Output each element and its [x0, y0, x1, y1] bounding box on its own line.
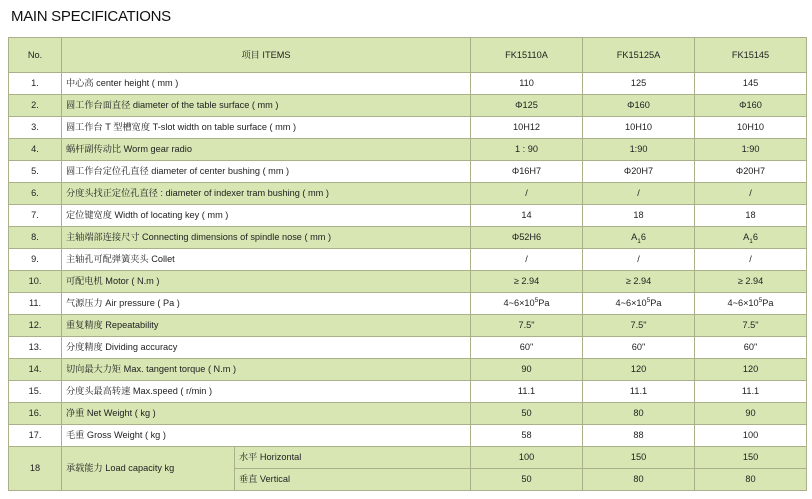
row-value [471, 117, 583, 139]
value-text: 7.5" [518, 320, 535, 330]
row-value [471, 73, 583, 95]
row-number: 13. [9, 337, 62, 359]
row-item: 定位键宽度 Width of locating key ( mm ) [62, 205, 471, 227]
value-text: 90 [521, 364, 532, 374]
row-item: 毛重 Gross Weight ( kg ) [62, 425, 471, 447]
row-value [583, 205, 695, 227]
value-text: 11.1 [629, 386, 648, 396]
row-value [695, 227, 807, 249]
row-value [583, 161, 695, 183]
row-value [471, 183, 583, 205]
row-value [583, 403, 695, 425]
row-item: 蜗杆副传动比 Worm gear radio [62, 139, 471, 161]
value-text: 1:90 [629, 144, 648, 154]
row-value [695, 139, 807, 161]
row-number: 10. [9, 271, 62, 293]
table-row [9, 359, 807, 381]
row-value [471, 249, 583, 271]
row-value [695, 95, 807, 117]
value-text: 10H10 [624, 122, 653, 132]
row-value [471, 403, 583, 425]
row-value [695, 359, 807, 381]
row-value [583, 337, 695, 359]
row-number: 7. [9, 205, 62, 227]
row-item: 主轴端部连接尺寸 Connecting dimensions of spindle nose ( mm ) [62, 227, 471, 249]
value-text: 1:90 [741, 144, 760, 154]
value-text: 18 [745, 210, 756, 220]
header-no: No. [9, 38, 62, 73]
row-value [471, 293, 583, 315]
table-row [9, 403, 807, 425]
table-row [9, 117, 807, 139]
row-value [695, 161, 807, 183]
row-item: 可配电机 Motor ( N.m ) [62, 271, 471, 293]
value-text: 11.1 [741, 386, 760, 396]
row-value [695, 381, 807, 403]
row-value: 80 [583, 469, 695, 491]
value-text: 60" [519, 342, 534, 352]
specifications-table [8, 37, 807, 491]
row-item: 主轴孔可配弹簧夹头 Collet [62, 249, 471, 271]
row-value [471, 271, 583, 293]
row-value: 50 [471, 469, 583, 491]
row-item: 圆工作台定位孔直径 diameter of center bushing ( mm ) [62, 161, 471, 183]
value-text: 50 [521, 408, 532, 418]
row-item: 分度精度 Dividing accuracy [62, 337, 471, 359]
value-text: 80 [633, 408, 644, 418]
row-value: 150 [695, 447, 807, 469]
row-value [471, 161, 583, 183]
row-value: 80 [695, 469, 807, 491]
value-text: / [525, 188, 528, 198]
table-row [9, 161, 807, 183]
row-value [583, 73, 695, 95]
value-text: 7.5" [742, 320, 759, 330]
row-value [583, 227, 695, 249]
value-superscript: 5 [534, 296, 539, 304]
value-text: Φ160 [627, 100, 650, 110]
row-value [471, 315, 583, 337]
value-text: 58 [521, 430, 532, 440]
row-value [695, 183, 807, 205]
row-number: 8. [9, 227, 62, 249]
row-value: 100 [471, 447, 583, 469]
value-text: Φ52H6 [511, 232, 542, 242]
row-value [583, 95, 695, 117]
row-item: 分度头最高转速 Max.speed ( r/min ) [62, 381, 471, 403]
table-row [9, 227, 807, 249]
row-value [471, 359, 583, 381]
row-number: 2. [9, 95, 62, 117]
value-superscript: 5 [646, 296, 651, 304]
table-row [9, 183, 807, 205]
value-text: 100 [742, 430, 759, 440]
table-row [9, 315, 807, 337]
header-model: FK15145 [695, 38, 807, 73]
row-value [583, 359, 695, 381]
row-item: 承载能力 Load capacity kg [62, 447, 235, 491]
table-row [9, 293, 807, 315]
value-suffix: Pa [538, 298, 550, 308]
row-number: 11. [9, 293, 62, 315]
row-value [695, 337, 807, 359]
row-value [583, 381, 695, 403]
value-text: Φ16H7 [511, 166, 542, 176]
page-title: MAIN SPECIFICATIONS [11, 8, 171, 25]
header-model: FK15125A [583, 38, 695, 73]
value-superscript: 5 [758, 296, 763, 304]
value-text: 4~6×10 [727, 298, 759, 308]
value-text: 10H10 [736, 122, 765, 132]
row-value [695, 403, 807, 425]
row-value [695, 249, 807, 271]
row-number: 6. [9, 183, 62, 205]
row-value [695, 425, 807, 447]
row-item: 圆工作台 T 型槽宽度 T-slot width on table surface ( mm ) [62, 117, 471, 139]
table-row [9, 95, 807, 117]
value-text: A [631, 232, 638, 242]
load-vertical-label: 垂直 Vertical [235, 469, 471, 491]
row-value [583, 315, 695, 337]
row-value [695, 73, 807, 95]
value-text: ≥ 2.94 [625, 276, 652, 286]
row-item: 圆工作台面直径 diameter of the table surface ( mm ) [62, 95, 471, 117]
value-text: Φ160 [739, 100, 762, 110]
row-item: 分度头找正定位孔直径 : diameter of indexer tram bushing ( mm ) [62, 183, 471, 205]
value-suffix: 6 [752, 232, 758, 242]
row-value [583, 117, 695, 139]
value-text: Φ20H7 [735, 166, 766, 176]
row-number: 4. [9, 139, 62, 161]
value-text: 60" [743, 342, 758, 352]
row-number: 14. [9, 359, 62, 381]
row-value [471, 337, 583, 359]
value-text: 120 [630, 364, 647, 374]
value-text: Φ125 [515, 100, 538, 110]
value-suffix: Pa [762, 298, 774, 308]
value-text: / [637, 188, 640, 198]
row-value [583, 425, 695, 447]
row-value [471, 425, 583, 447]
table-row [9, 249, 807, 271]
value-text: 10H12 [512, 122, 541, 132]
header-items: 项目 ITEMS [62, 38, 471, 73]
value-text: / [525, 254, 528, 264]
row-item: 净重 Net Weight ( kg ) [62, 403, 471, 425]
value-text: 1 : 90 [515, 144, 539, 154]
row-number: 18 [9, 447, 62, 491]
value-suffix: Pa [650, 298, 662, 308]
value-text: 125 [630, 78, 647, 88]
row-number: 1. [9, 73, 62, 95]
value-text: / [749, 254, 752, 264]
table-row [9, 447, 807, 469]
row-number: 5. [9, 161, 62, 183]
header-model: FK15110A [471, 38, 583, 73]
value-text: 18 [633, 210, 644, 220]
header-row [9, 38, 807, 73]
row-value [471, 227, 583, 249]
row-value [695, 315, 807, 337]
row-value [583, 293, 695, 315]
row-item: 中心高 center height ( mm ) [62, 73, 471, 95]
row-value [471, 95, 583, 117]
table-row [9, 425, 807, 447]
table-row [9, 381, 807, 403]
row-number: 16. [9, 403, 62, 425]
row-value [695, 271, 807, 293]
value-text: 4~6×10 [615, 298, 647, 308]
table-row [9, 205, 807, 227]
value-subscript: 1 [749, 237, 753, 245]
row-number: 12. [9, 315, 62, 337]
row-number: 17. [9, 425, 62, 447]
row-value [583, 271, 695, 293]
row-value [695, 205, 807, 227]
value-text: 120 [742, 364, 759, 374]
value-text: / [637, 254, 640, 264]
table-row [9, 139, 807, 161]
row-value [471, 381, 583, 403]
row-value: 150 [583, 447, 695, 469]
value-text: 14 [521, 210, 532, 220]
value-text: 4~6×10 [503, 298, 535, 308]
row-value [471, 205, 583, 227]
row-item: 切向最大力矩 Max. tangent torque ( N.m ) [62, 359, 471, 381]
table-row [9, 337, 807, 359]
value-suffix: 6 [640, 232, 646, 242]
value-text: 88 [633, 430, 644, 440]
row-number: 15. [9, 381, 62, 403]
value-text: 7.5" [630, 320, 647, 330]
row-number: 9. [9, 249, 62, 271]
row-value [471, 139, 583, 161]
value-text: / [749, 188, 752, 198]
row-value [695, 117, 807, 139]
load-horizontal-label: 水平 Horizontal [235, 447, 471, 469]
row-value [583, 139, 695, 161]
row-value [583, 183, 695, 205]
value-text: 11.1 [517, 386, 536, 396]
row-item: 气源压力 Air pressure ( Pa ) [62, 293, 471, 315]
row-value [695, 293, 807, 315]
value-subscript: 1 [637, 237, 641, 245]
value-text: 145 [742, 78, 759, 88]
value-text: 90 [745, 408, 756, 418]
row-value [583, 249, 695, 271]
table-row [9, 73, 807, 95]
row-number: 3. [9, 117, 62, 139]
value-text: 110 [519, 78, 534, 88]
value-text: ≥ 2.94 [737, 276, 764, 286]
row-item: 重复精度 Repeatability [62, 315, 471, 337]
value-text: A [743, 232, 750, 242]
table-row [9, 271, 807, 293]
value-text: Φ20H7 [623, 166, 654, 176]
value-text: ≥ 2.94 [513, 276, 540, 286]
value-text: 60" [631, 342, 646, 352]
